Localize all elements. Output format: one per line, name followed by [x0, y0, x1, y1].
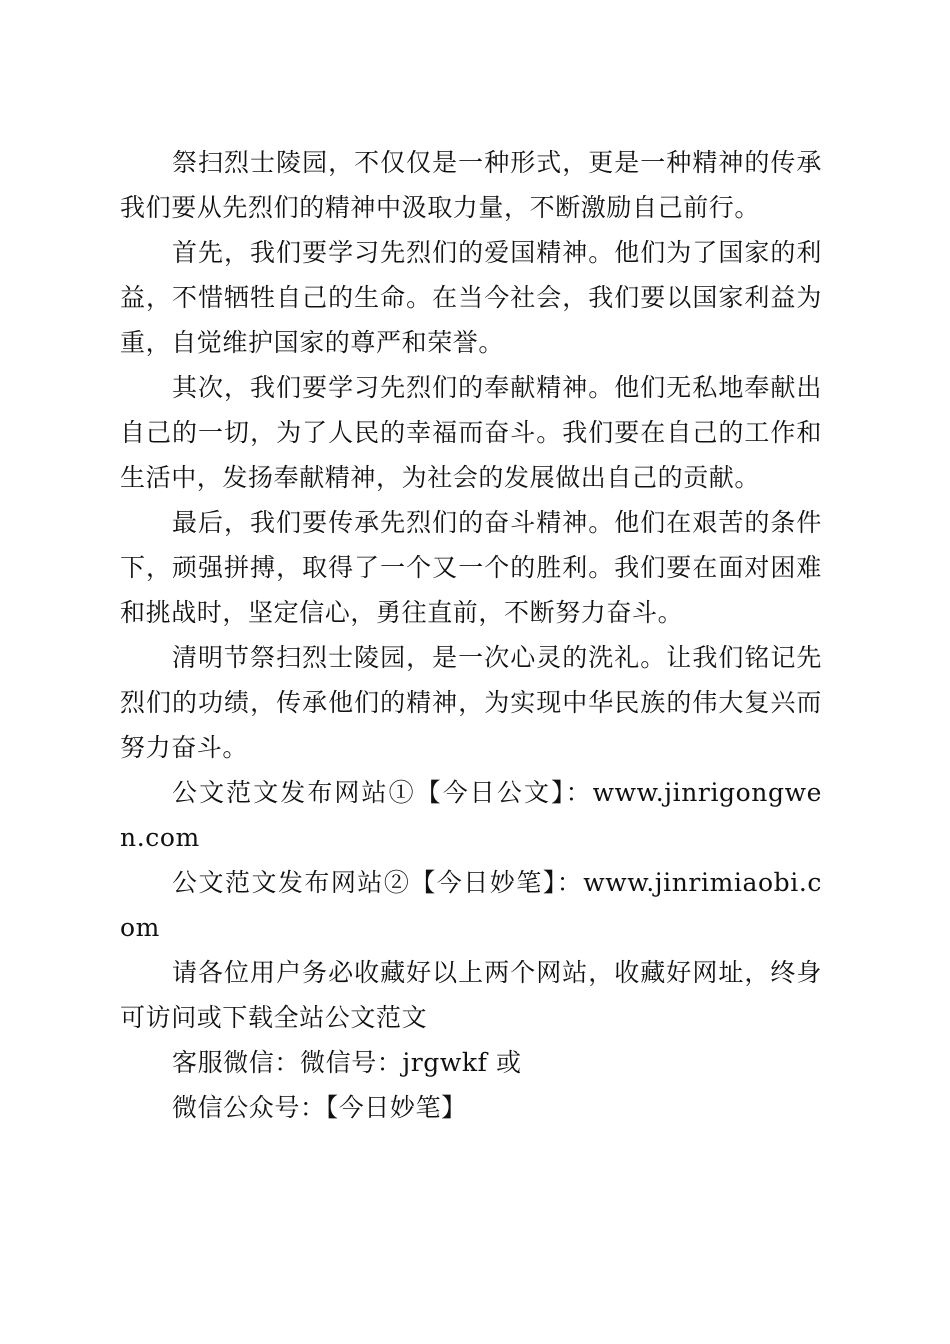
bookmark-notice: 请各位用户务必收藏好以上两个网站，收藏好网址，终身可访问或下载全站公文范文: [120, 958, 822, 1032]
wechat-official-account: 微信公众号：【今日妙笔】: [172, 1093, 467, 1122]
paragraph-dedication: 其次，我们要学习先烈们的奉献精神。他们无私地奉献出自己的一切，为了人民的幸福而奋斗。我们要在自己的工作和生活中，发扬奉献精神，为社会的发展做出自己的贡献。: [120, 373, 822, 492]
website-line-2: 公文范文发布网站②【今日妙笔】：www.jinrimiaobi.com: [120, 868, 822, 942]
paragraph-patriotism: 首先，我们要学习先烈们的爱国精神。他们为了国家的利益，不惜牺牲自己的生命。在当今社会，我们要以国家利益为重，自觉维护国家的尊严和荣誉。: [120, 238, 822, 357]
paragraph-intro: 祭扫烈士陵园，不仅仅是一种形式，更是一种精神的传承我们要从先烈们的精神中汲取力量，不断激励自己前行。: [120, 148, 822, 222]
website-line-1: 公文范文发布网站①【今日公文】：www.jinrigongwen.com: [120, 778, 822, 852]
customer-service-wechat: 客服微信：微信号：jrgwkf 或: [172, 1048, 522, 1077]
paragraph-conclusion: 清明节祭扫烈士陵园，是一次心灵的洗礼。让我们铭记先烈们的功绩，传承他们的精神，为实现中华民族的伟大复兴而努力奋斗。: [120, 643, 822, 762]
document-body: [120, 140, 822, 1130]
paragraph-struggle: 最后，我们要传承先烈们的奋斗精神。他们在艰苦的条件下，顽强拼搏，取得了一个又一个的胜利。我们要在面对困难和挑战时，坚定信心，勇往直前，不断努力奋斗。: [120, 508, 822, 627]
